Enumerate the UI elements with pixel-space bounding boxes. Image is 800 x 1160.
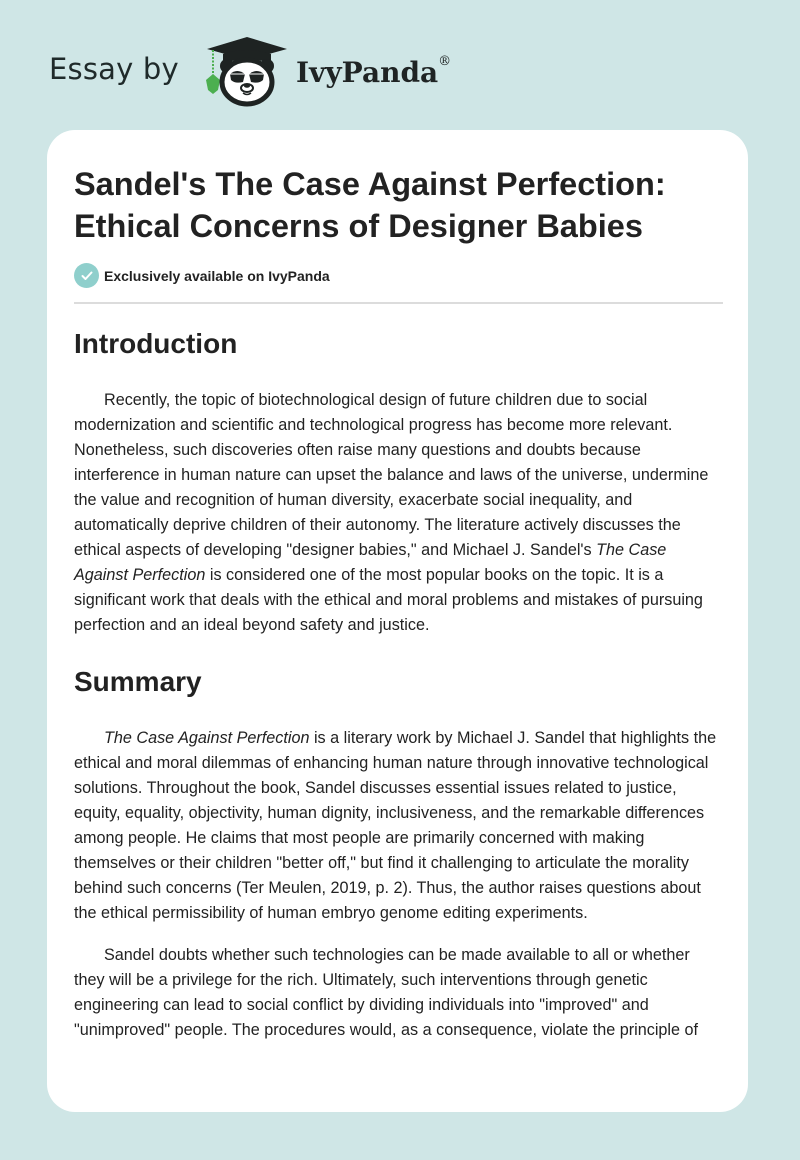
paragraph [74,726,724,926]
brand-logo-text[interactable] [296,56,451,89]
section-heading-introduction: Introduction [74,328,238,359]
paragraph-text: is considered one of the most popular books on the topic. It is a significant work that deals with the ethical and moral problems and mistakes of pursuing perfection and an ideal beyond safety and justice. [74,566,703,634]
divider [74,302,723,304]
book-title: The Case Against Perfection [104,729,310,747]
check-circle-icon [74,263,99,288]
brand-name: IvyPanda [296,56,439,89]
page-title: Sandel's The Case Against Perfection: Ethical Concerns of Designer Babies [74,166,666,244]
paragraph-text: Recently, the topic of biotechnological design of future children due to social modernization and scientific and technological progress has become more relevant. Nonetheless, such discoveries often raise many questions and doubts because interference in human nature can upset the balance and laws of the universe, undermine the value and recognition of human diversity, exacerbate social inequality, and automatically deprive children of their autonomy. The literature actively discusses the ethical aspects of developing "designer babies," and Michael J. Sandel's [74,391,709,559]
section-heading-summary: Summary [74,666,202,697]
essay-body [74,320,724,1043]
site-header [0,0,800,120]
book-title: The Case Against Perfection [74,541,667,584]
panda-graduate-icon[interactable] [203,36,291,108]
exclusive-label: Exclusively available on IvyPanda [104,267,330,284]
paragraph: Sandel doubts whether such technologies can be made available to all or whether they will be a privilege for the rich. Ultimately, such interventions through genetic engineering can lead to social conflict by dividing individuals into "improved" and "unimproved" people. The procedures would, as a consequence, violate the principle of [74,946,699,1039]
exclusive-badge [74,263,330,288]
essay-card [47,130,748,1112]
registered-mark: ® [438,54,452,69]
essay-by-label: Essay by [49,52,179,86]
paragraph [74,388,724,638]
paragraph-text: is a literary work by Michael J. Sandel that highlights the ethical and moral dilemmas of enhancing human nature through innovative technological solutions. Throughout the book, Sandel discusses essential issues related to justice, equity, equality, objectivity, human dignity, inclusiveness, and the remarkable differences among people. He claims that most people are primarily concerned with making themselves or their children "better off," but find it challenging to articulate the morality behind such concerns (Ter Meulen, 2019, p. 2). Thus, the author raises questions about the ethical permissibility of human embryo genome editing experiments. [74,729,717,922]
